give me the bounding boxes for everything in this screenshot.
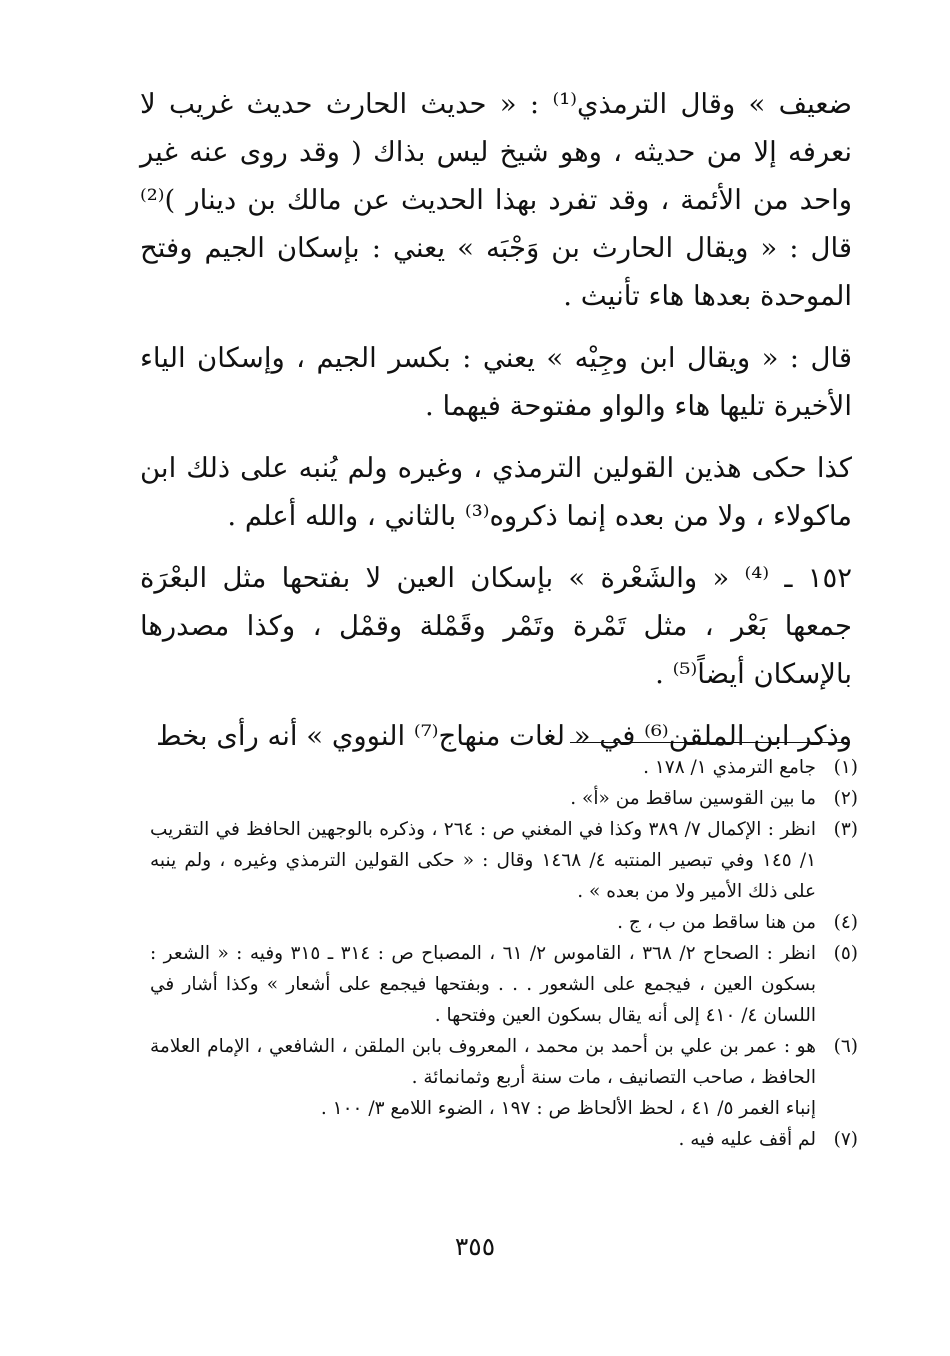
footnote-line: هو : عمر بن علي بن أحمد بن محمد ، المعروف بابن الملقن ، الشافعي ، الإمام العلامة الحافظ ، صاحب التصانيف ، مات سنة أربع وثمانمائة . — [150, 1036, 816, 1088]
footnote-number: (٥) — [833, 943, 858, 964]
footnote — [150, 1031, 858, 1124]
footnote-text: جامع الترمذي ١/ ١٧٨ . — [643, 757, 816, 778]
footnote — [150, 814, 858, 907]
footnote-text: انظر : الإكمال ٧/ ٣٨٩ وكذا في المغني ص : ٢٦٤ ، وذكره بالوجهين الحافظ في التقريب ١/ ١٤٥ وفي تبصير المنتبه ٤/ ١٤٦٨ وقال : « حكى القولين الترمذي وغيره ، ولم ينبه على ذلك الأمير ولا من بعده » . — [150, 819, 817, 902]
footnote-text: انظر : الصحاح ٢/ ٣٦٨ ، القاموس ٢/ ٦١ ، المصباح ص : ٣١٤ ـ ٣١٥ وفيه : « الشعر : بسكون العين ، فيجمع على الشعور . . . وبفتحها فيجمع على أشعار » وكذا أشار في اللسان ٤/ ٤١٠ إلى أنه يقال بسكون العين وفتحها . — [150, 943, 816, 1026]
footnote-text: ما بين القوسين ساقط من «أ» . — [570, 788, 816, 809]
footnote-text: لم أقف عليه فيه . — [678, 1129, 816, 1150]
footnote-line: إنباء الغمر ٥/ ٤١ ، لحظ الألحاظ ص : ١٩٧ ، الضوء اللامع ٣/ ١٠٠ . — [320, 1098, 816, 1119]
paragraph-1: ضعيف » وقال الترمذي⁽¹⁾ : « حديث الحارث حديث غريب لا نعرفه إلا من حديثه ، وهو شيخ ليس بذاك ( وقد روى عنه غير واحد من الأئمة ، وقد تفرد بهذا الحديث عن مالك بن دينار )⁽²⁾ قال : « ويقال الحارث بن وَجْبَه » يعني : بإسكان الجيم وفتح الموحدة بعدها هاء تأنيث . — [140, 88, 852, 312]
footnote-number: (٧) — [833, 1129, 858, 1150]
footnote-number: (١) — [833, 757, 858, 778]
footnote — [150, 752, 858, 783]
page-number: ٣٥٥ — [454, 1232, 496, 1261]
footnote — [150, 783, 858, 814]
paragraph-4: ١٥٢ ـ ⁽⁴⁾ « والشَعْرة » بإسكان العين لا بفتحها مثل البعْرَة جمعها بَعْر ، مثل تَمْرة وتَمْر وقَمْلة وقمْل ، وكذا مصدرها بالإسكان أيضاً⁽⁵⁾ . — [140, 562, 853, 690]
footnote — [150, 1124, 858, 1155]
footnote-text: من هنا ساقط من ب ، ج . — [617, 912, 816, 933]
paragraph-3: كذا حكى هذين القولين الترمذي ، وغيره ولم يُنبه على ذلك ابن ماكولاء ، ولا من بعده إنما ذكروه⁽³⁾ بالثاني ، والله أعلم . — [140, 452, 852, 532]
footnote — [150, 907, 858, 938]
paragraph-5: وذكر ابن الملقن⁽⁶⁾ في « لغات منهاج⁽⁷⁾ النووي » أنه رأى بخط — [156, 720, 852, 752]
footnote-number: (٣) — [833, 819, 858, 840]
footnotes — [150, 752, 858, 1155]
footnote — [150, 938, 858, 1031]
paragraph-2: قال : « ويقال ابن وجِيْه » يعني : بكسر الجيم ، وإسكان الياء الأخيرة تليها هاء والواو مفتوحة فيهما . — [140, 342, 852, 422]
footnote-number: (٤) — [833, 912, 858, 933]
footnote-number: (٦) — [833, 1036, 858, 1057]
footnote-number: (٢) — [833, 788, 858, 809]
footnote-divider — [570, 742, 850, 743]
footnote-text — [150, 1031, 816, 1124]
main-text — [140, 80, 852, 774]
